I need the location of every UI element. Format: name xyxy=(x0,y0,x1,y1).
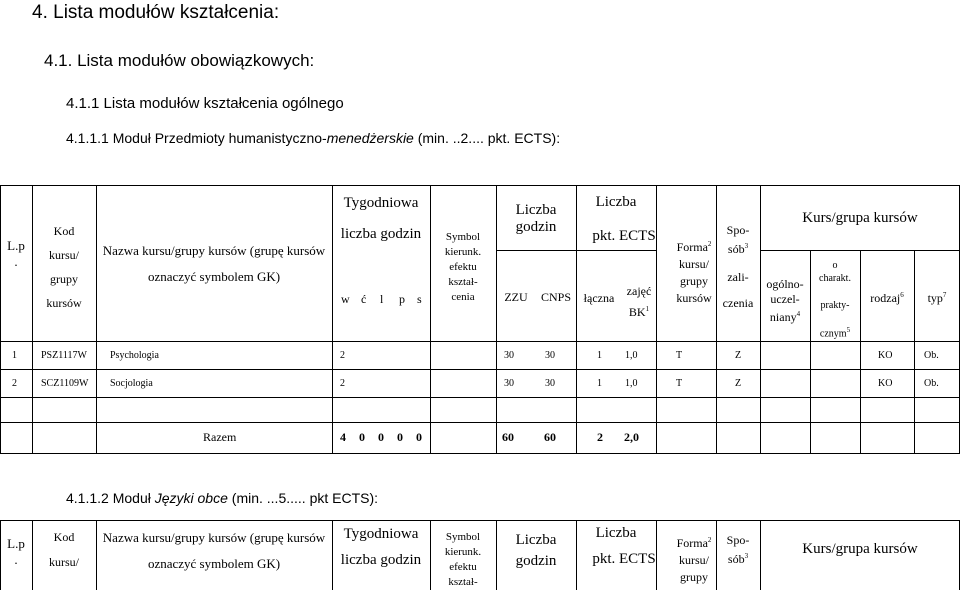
th-lp: L.p . xyxy=(7,238,25,269)
th-zajec-bk: zajęć $BK^1$ xyxy=(626,284,652,319)
t2-th-kurs-grupa: Kurs/grupa kursów xyxy=(802,541,918,557)
sum-c: 0 xyxy=(359,430,365,444)
th-symbol: Symbol kierunk. efektu kształ- cenia xyxy=(444,231,482,303)
heading-1: 4. Lista modułów kształcenia: xyxy=(32,2,280,23)
th-zzu: ZZU xyxy=(504,290,528,304)
cell-nazwa: Socjologia xyxy=(110,378,153,389)
sum-p: 0 xyxy=(397,430,403,444)
cell-cnps: 30 xyxy=(545,378,555,389)
cell-rodzaj: KO xyxy=(878,350,893,361)
th-w: w xyxy=(341,292,350,306)
th-s: s xyxy=(417,292,422,306)
th-c: ć xyxy=(361,292,367,306)
th-liczba-godzin-group: Liczba godzin xyxy=(515,202,557,235)
t2-th-liczba-godzin: Liczba godzin xyxy=(515,532,557,569)
sum-zzu: 60 xyxy=(502,430,514,444)
heading-2: 4.1. Lista modułów obowiązkowych: xyxy=(44,51,315,70)
sum-s: 0 xyxy=(416,430,422,444)
t2-th-forma: Forma$^2$ kursu/ grupy xyxy=(676,536,712,584)
sum-laczna: 2 xyxy=(597,430,603,444)
cell-cnps: 30 xyxy=(545,350,555,361)
cell-forma: T xyxy=(676,350,683,361)
th-rodzaj: rodzaj$^6$ xyxy=(870,291,904,305)
heading-4-suffix: (min. ..2.... pkt. ECTS): xyxy=(413,130,561,146)
cell-sposob: Z xyxy=(735,350,742,361)
cell-w: 2 xyxy=(340,378,345,389)
heading-5-italic: Języki obce xyxy=(154,490,228,506)
th-l: l xyxy=(380,292,384,306)
heading-5-prefix: 4.1.1.2 Moduł xyxy=(66,490,155,506)
th-liczba-godzin: liczba godzin xyxy=(340,226,422,242)
th-p: p xyxy=(399,292,405,306)
th-charakt: o charakt. prakty- cznym$^5$ xyxy=(819,260,851,340)
th-kurs-grupa: Kurs/grupa kursów xyxy=(802,210,918,226)
t2-th-tygodniowa: Tygodniowa liczba godzin xyxy=(340,526,422,568)
cell-nazwa: Psychologia xyxy=(110,350,159,361)
cell-typ: Ob. xyxy=(924,378,939,389)
t2-th-sposob: Spo- sób$^3$ xyxy=(726,533,750,566)
cell-lp: 2 xyxy=(12,378,17,389)
t2-th-liczba-ects: Liczba pkt. ECTS xyxy=(592,525,656,567)
cell-forma: T xyxy=(676,378,683,389)
th-nazwa: Nazwa kursu/grupy kursów (grupę kursów oznaczyć symbolem GK) xyxy=(102,243,326,284)
th-forma: Forma$^2$ kursu/ grupy kursów xyxy=(676,240,712,305)
th-liczba-ects-group: Liczba xyxy=(595,194,637,210)
heading-3: 4.1.1 Lista modułów kształcenia ogólnego xyxy=(66,95,344,112)
cell-sposob: Z xyxy=(735,378,742,389)
cell-zzu: 30 xyxy=(504,350,514,361)
th-typ: typ$^7$ xyxy=(927,291,947,305)
th-sposob: Spo- sób$^3$ zali- czenia xyxy=(722,223,754,310)
heading-4-prefix: 4.1.1.1 Moduł Przedmioty humanistyczno- xyxy=(66,130,327,146)
t2-th-lp: L.p . xyxy=(7,536,25,567)
cell-lp: 1 xyxy=(12,350,17,361)
cell-w: 2 xyxy=(340,350,345,361)
cell-laczna: 1 xyxy=(597,350,602,361)
t2-th-kod: Kod kursu/ xyxy=(49,530,79,569)
heading-4-italic: menedżerskie xyxy=(326,130,414,146)
cell-typ: Ob. xyxy=(924,350,939,361)
th-ogolnouczelniany: ogólno- uczel- niany$^4$ xyxy=(766,277,804,324)
t2-th-nazwa: Nazwa kursu/grupy kursów (grupę kursów oznaczyć symbolem GK) xyxy=(102,530,326,571)
sum-label: Razem xyxy=(203,430,237,444)
cell-bk: 1,0 xyxy=(625,350,638,361)
cell-kod: PSZ1117W xyxy=(41,350,87,361)
sum-l: 0 xyxy=(378,430,384,444)
cell-laczna: 1 xyxy=(597,378,602,389)
sum-w: 4 xyxy=(340,430,346,444)
heading-5-suffix: (min. ...5..... pkt ECTS): xyxy=(227,490,379,506)
heading-4 xyxy=(66,130,560,146)
cell-kod: SCZ1109W xyxy=(41,378,89,389)
cell-zzu: 30 xyxy=(504,378,514,389)
cell-bk: 1,0 xyxy=(625,378,638,389)
th-tygodniowa: Tygodniowa xyxy=(343,195,419,211)
sum-cnps: 60 xyxy=(544,430,556,444)
sum-bk: 2,0 xyxy=(624,430,639,444)
th-laczna: łączna xyxy=(583,291,615,305)
th-pkt-ects: pkt. ECTS xyxy=(592,228,656,244)
t2-th-symbol: Symbol kierunk. efektu kształ- xyxy=(444,531,482,588)
cell-rodzaj: KO xyxy=(878,378,893,389)
th-kod: Kod kursu/ grupy kursów xyxy=(46,224,82,310)
th-cnps: CNPS xyxy=(540,290,572,304)
heading-5 xyxy=(66,490,378,506)
